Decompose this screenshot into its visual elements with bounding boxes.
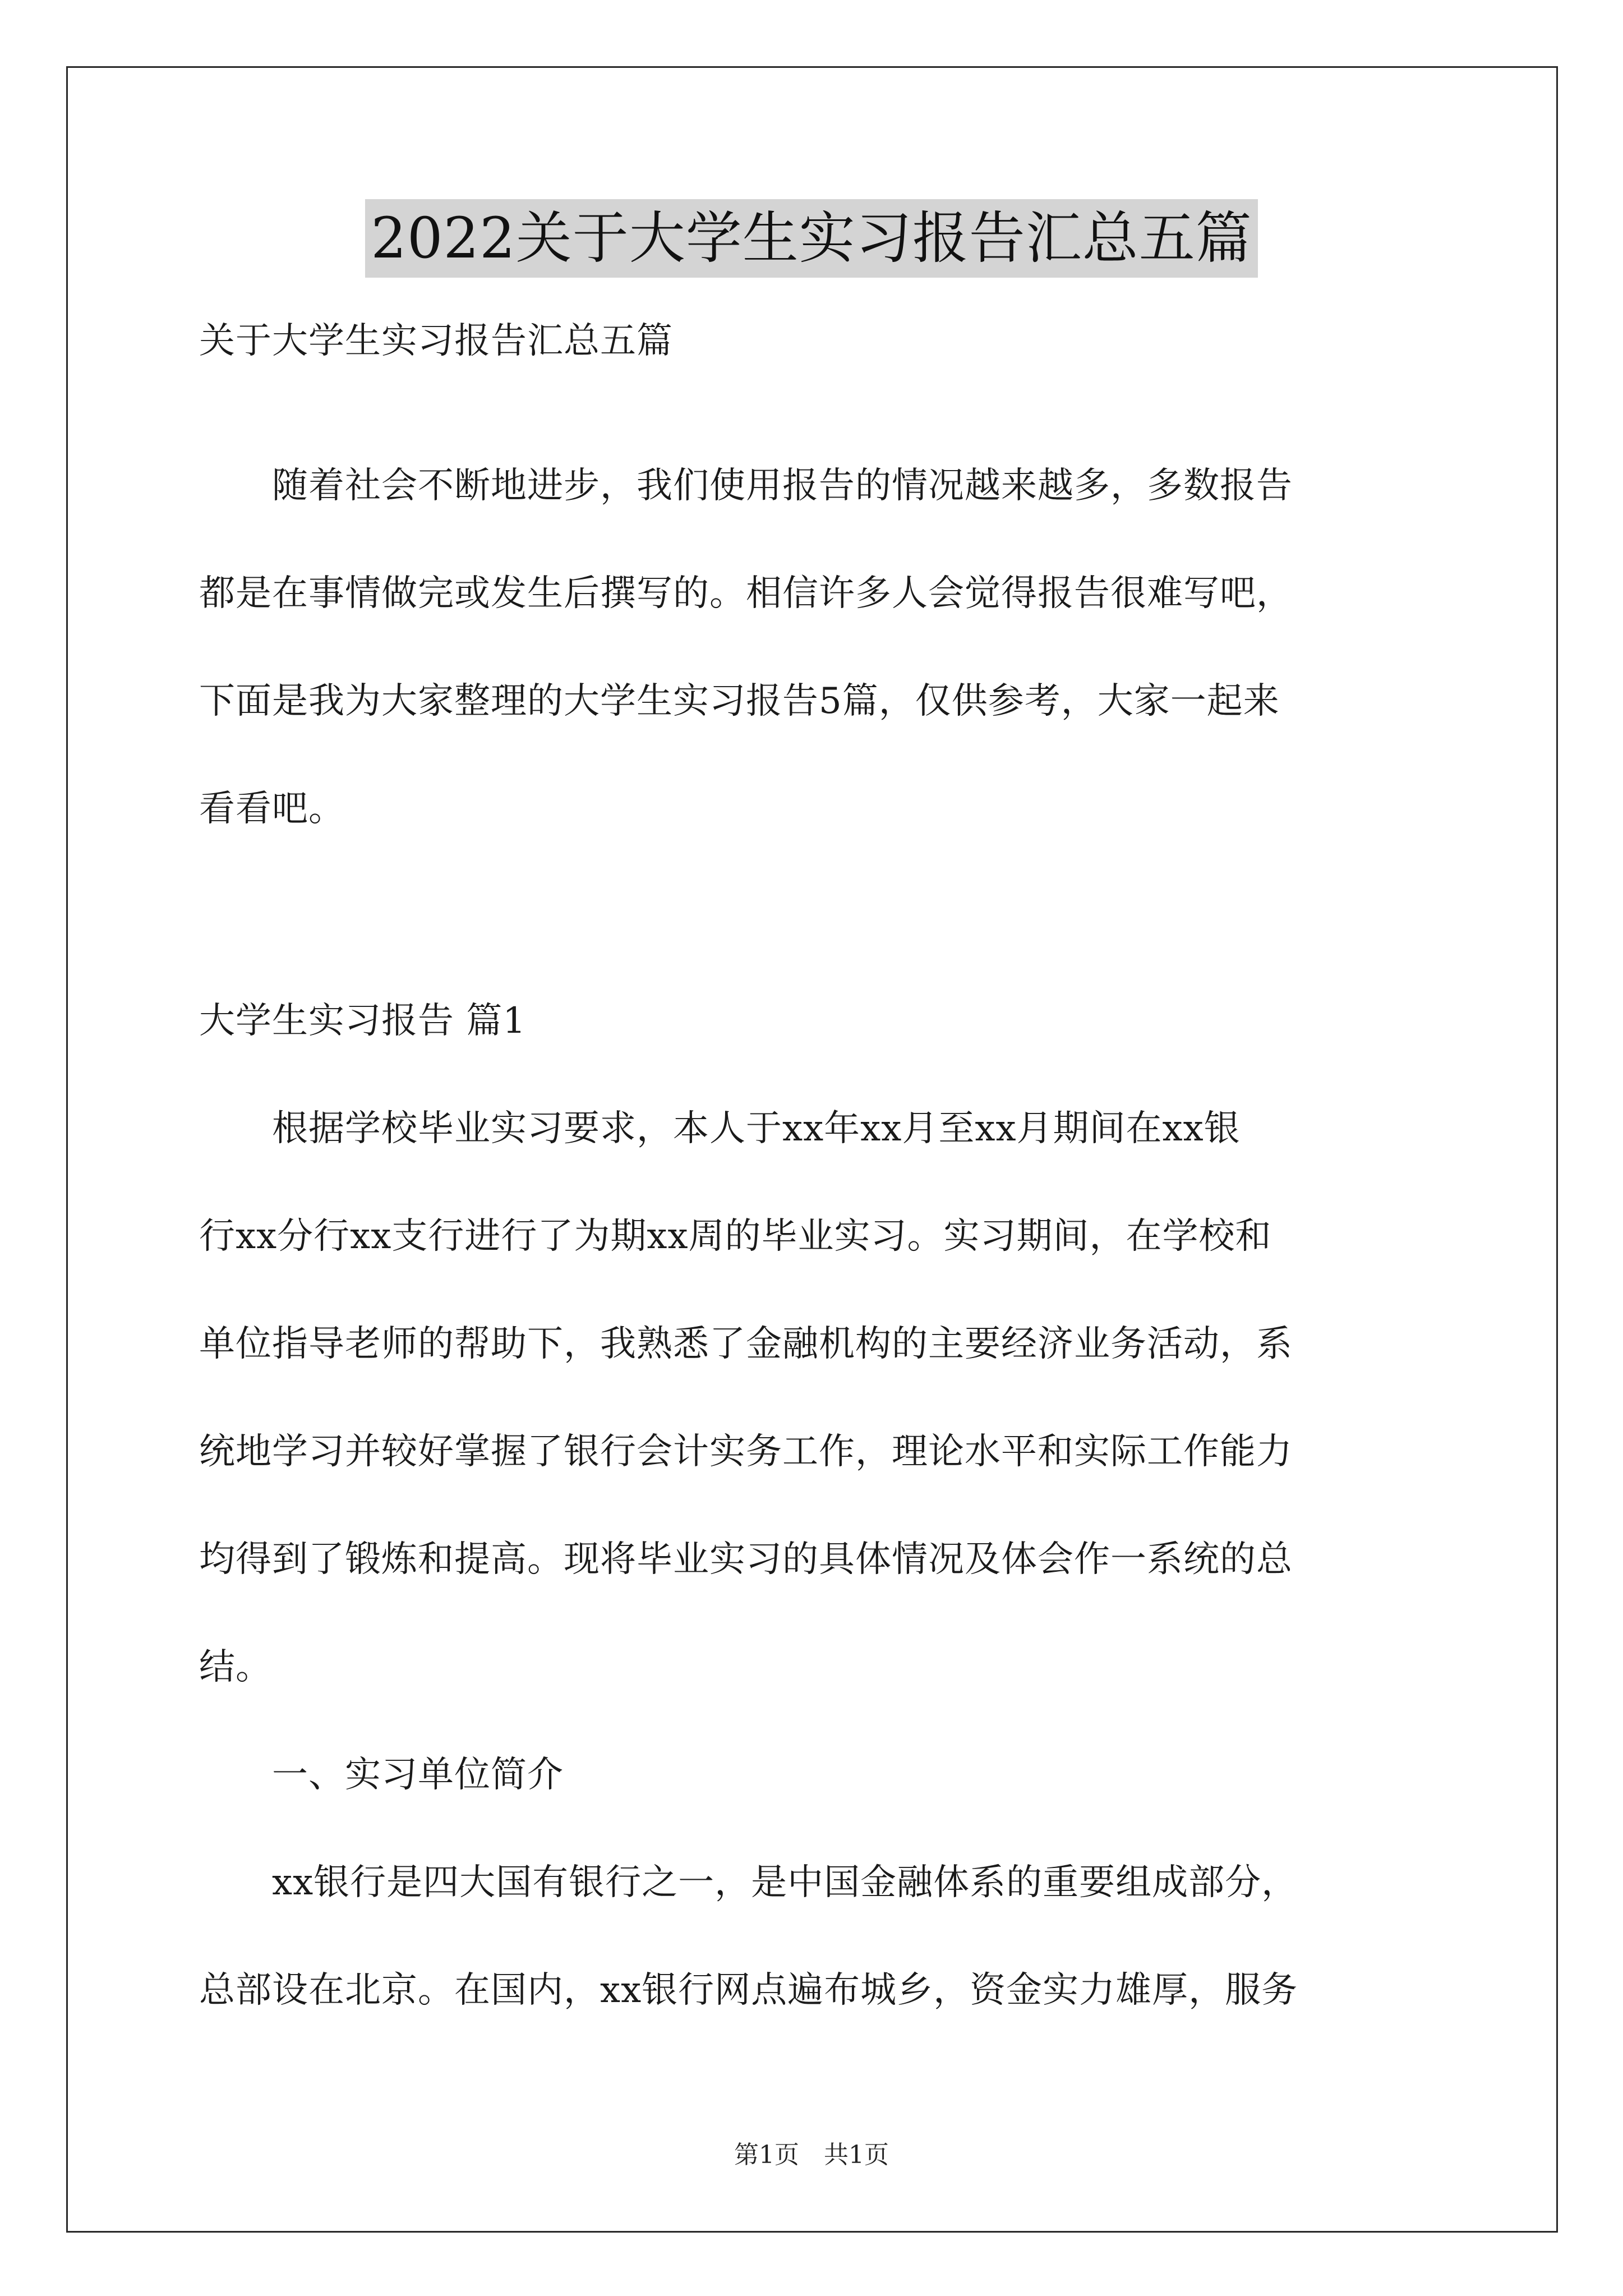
- subheading: 一、实习单位简介: [199, 1754, 564, 1796]
- body-line-2: 行xx分行xx支行进行了为期xx周的毕业实习。实习期间，在学校和: [199, 1216, 1272, 1257]
- body-line-4: 统地学习并较好掌握了银行会计实务工作，理论水平和实际工作能力: [199, 1431, 1293, 1473]
- subtitle: 关于大学生实习报告汇总五篇: [199, 320, 673, 362]
- body-line-5: 均得到了锻炼和提高。现将毕业实习的具体情况及体会作一系统的总: [199, 1539, 1293, 1580]
- intro-line-2: 都是在事情做完或发生后撰写的。相信许多人会觉得报告很难写吧，: [199, 573, 1293, 614]
- body2-line-1: xx银行是四大国有银行之一，是中国金融体系的重要组成部分，: [199, 1862, 1298, 1903]
- body2-line-2: 总部设在北京。在国内，xx银行网点遍布城乡，资金实力雄厚，服务: [199, 1970, 1298, 2011]
- body-line-6: 结。: [199, 1646, 272, 1688]
- body-line-1: 根据学校毕业实习要求，本人于xx年xx月至xx月期间在xx银: [199, 1108, 1241, 1149]
- document-title: 2022关于大学生实习报告汇总五篇: [365, 199, 1258, 278]
- page-footer: 第1页 共1页: [734, 2141, 889, 2169]
- section-heading: 大学生实习报告 篇1: [199, 1000, 527, 1042]
- intro-line-4: 看看吧。: [199, 788, 345, 830]
- intro-line-3: 下面是我为大家整理的大学生实习报告5篇，仅供参考，大家一起来: [199, 680, 1280, 722]
- title-block: [0, 199, 1623, 278]
- body-line-3: 单位指导老师的帮助下，我熟悉了金融机构的主要经济业务活动，系: [199, 1323, 1293, 1365]
- intro-line-1: 随着社会不断地进步，我们使用报告的情况越来越多，多数报告: [199, 465, 1293, 507]
